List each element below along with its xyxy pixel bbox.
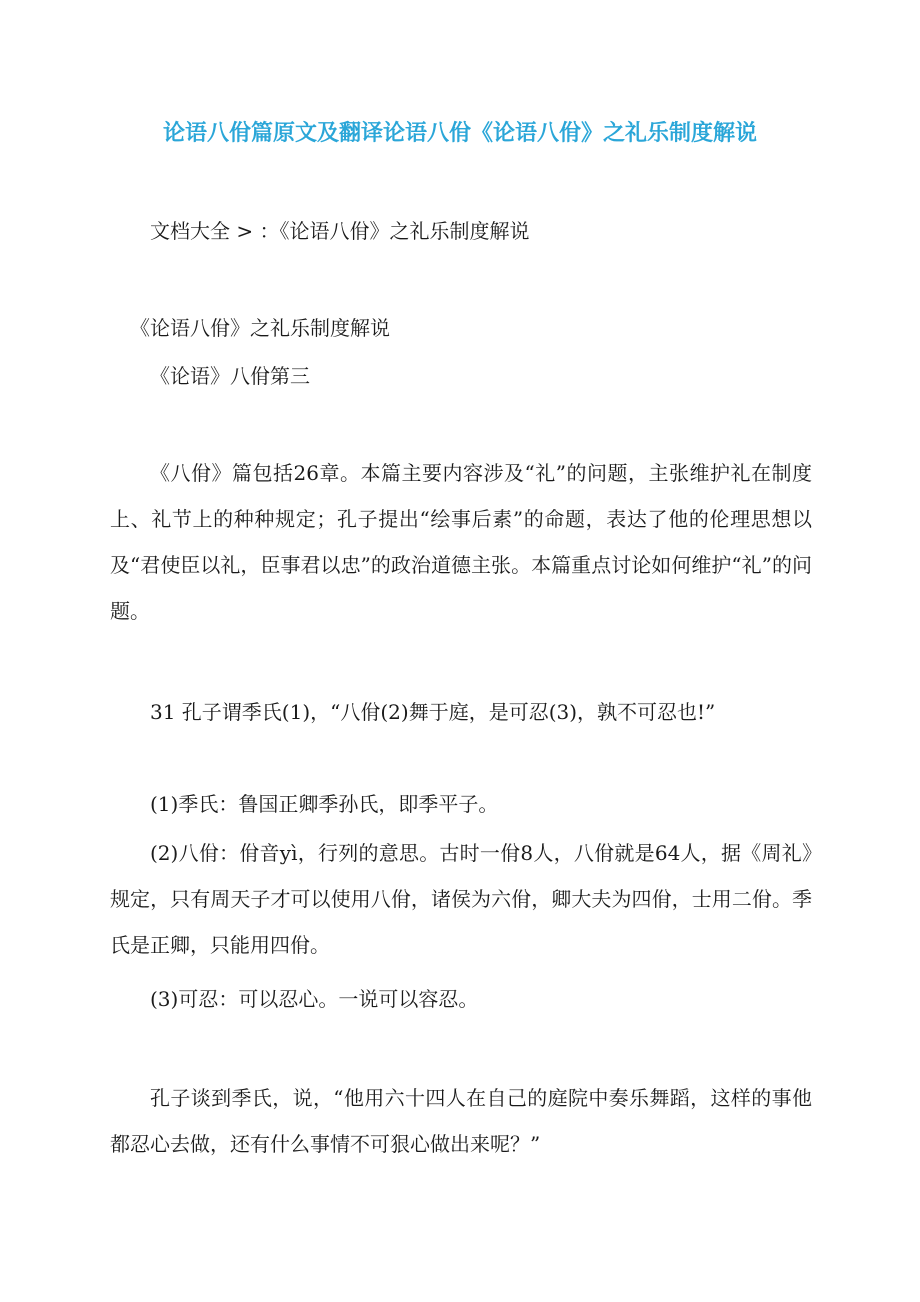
note-item: (1)季氏：鲁国正卿季孙氏，即季平子。 — [150, 792, 499, 816]
section-heading: 《论语八佾》之礼乐制度解说 — [130, 316, 390, 340]
breadcrumb: 文档大全 > ：《论语八佾》之礼乐制度解说 — [150, 219, 530, 243]
document-title: 论语八佾篇原文及翻译论语八佾《论语八佾》之礼乐制度解说 — [162, 121, 757, 146]
translation-paragraph: 孔子谈到季氏，说，“他用六十四人在自己的庭院中奏乐舞蹈，这样的事他都忍心去做，还有什么事情不可狠心做出来呢？” — [110, 1086, 812, 1156]
note-item: (2)八佾：佾音yì，行列的意思。古时一佾8人，八佾就是64人，据《周礼》规定，只有周天子才可以使用八佾，诸侯为六佾，卿大夫为四佾，士用二佾。季氏是正卿，只能用四佾。 — [110, 841, 812, 957]
verse-text: 31 孔子谓季氏(1)，“八佾(2)舞于庭，是可忍(3)，孰不可忍也!” — [150, 700, 716, 724]
intro-paragraph: 《八佾》篇包括26章。本篇主要内容涉及“礼”的问题，主张维护礼在制度上、礼节上的种种规定；孔子提出“绘事后素”的命题，表达了他的伦理思想以及“君使臣以礼，臣事君以忠”的政治道德主张。本篇重点讨论如何维护“礼”的问题。 — [110, 461, 812, 623]
chapter-heading: 《论语》八佾第三 — [150, 364, 310, 388]
note-item: (3)可忍：可以忍心。一说可以容忍。 — [150, 987, 479, 1011]
